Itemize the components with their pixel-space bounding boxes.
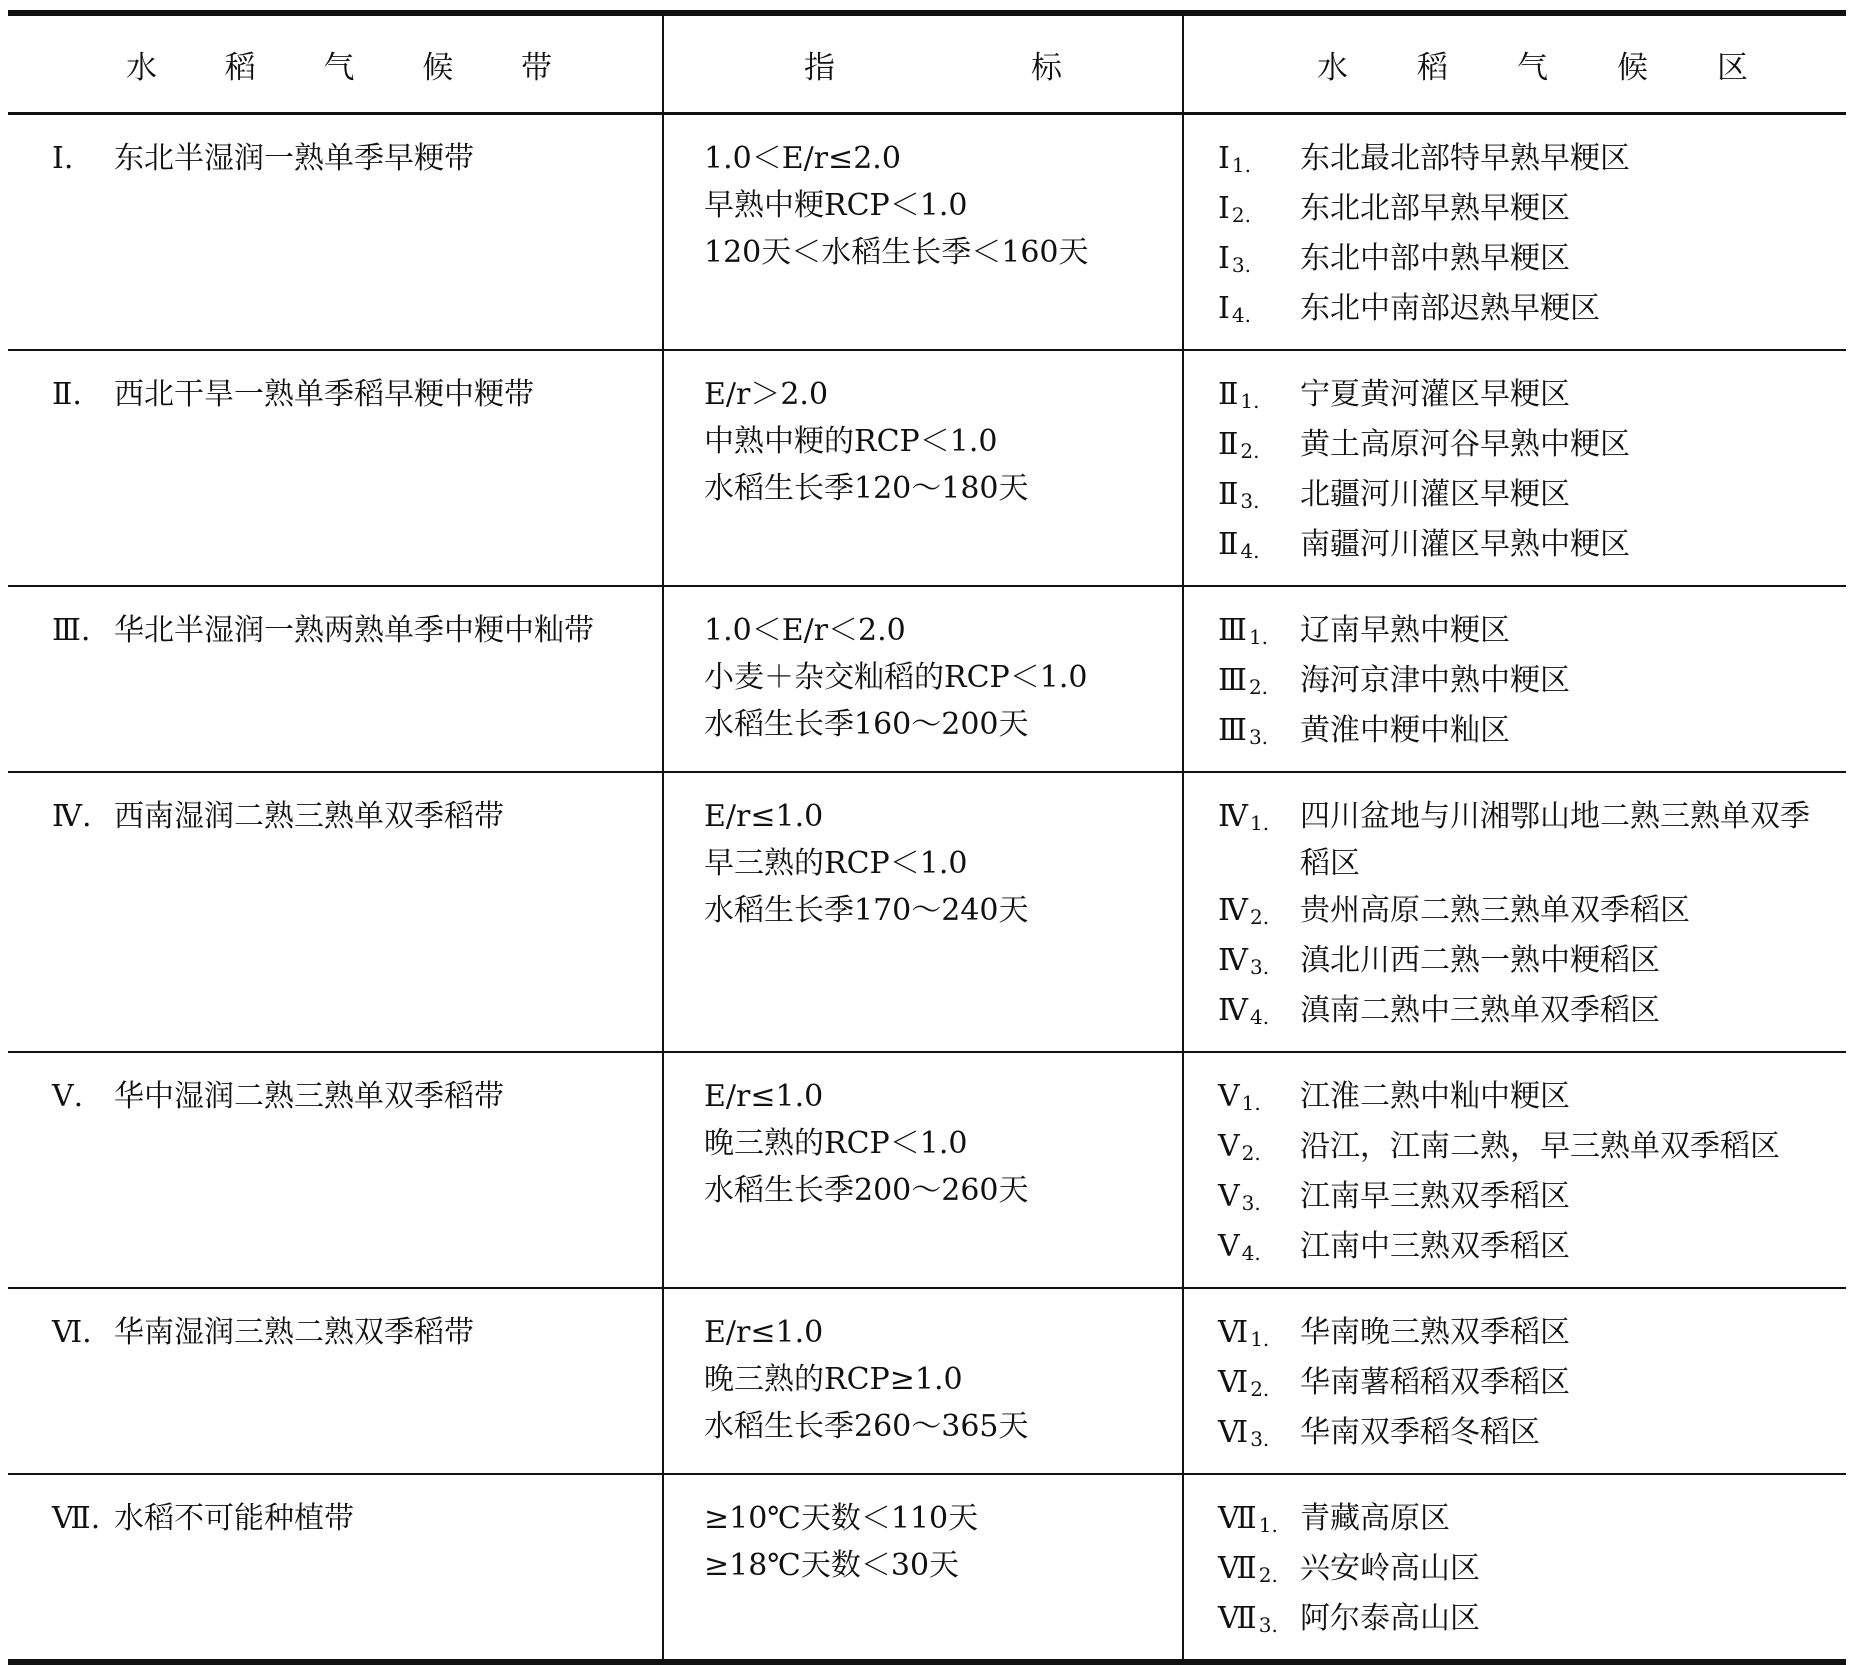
zone-number: Ⅵ. bbox=[52, 1315, 92, 1350]
region-code: Ⅲ $_{3.}$ bbox=[1218, 713, 1269, 749]
region-code: Ⅵ $_{1.}$ bbox=[1218, 1315, 1270, 1351]
header-char: 水 bbox=[126, 49, 157, 86]
region-code: Ⅶ $_{2.}$ bbox=[1218, 1551, 1278, 1587]
region-item bbox=[1218, 185, 1834, 235]
region-cell bbox=[1183, 114, 1846, 351]
header-char: 气 bbox=[323, 49, 355, 86]
zone-number: Ⅲ. bbox=[52, 613, 91, 648]
zone-name: 水稻不可能种植带 bbox=[114, 1501, 354, 1536]
region-code: Ⅰ $_{2.}$ bbox=[1218, 191, 1251, 227]
region-code: Ⅶ $_{1.}$ bbox=[1218, 1501, 1278, 1537]
indicator-line: E/r≤1.0 bbox=[704, 799, 824, 834]
region-cell bbox=[1183, 1288, 1846, 1474]
zone-number: Ⅴ. bbox=[52, 1079, 84, 1114]
indicator-cell bbox=[663, 350, 1183, 586]
zone-name: 西北干旱一熟单季稻早粳中粳带 bbox=[114, 377, 534, 412]
region-item bbox=[1218, 1173, 1834, 1223]
region-item bbox=[1218, 521, 1834, 571]
indicator-cell bbox=[663, 772, 1183, 1052]
region-cell bbox=[1183, 772, 1846, 1052]
region-code: Ⅳ $_{3.}$ bbox=[1218, 943, 1270, 979]
zone-cell bbox=[8, 586, 663, 772]
header-char: 标 bbox=[1031, 49, 1062, 86]
zone-cell bbox=[8, 1052, 663, 1288]
region-code: Ⅱ $_{2.}$ bbox=[1218, 427, 1260, 463]
zone-name: 西南湿润二熟三熟单双季稻带 bbox=[114, 799, 504, 834]
region-code: Ⅴ $_{1.}$ bbox=[1218, 1079, 1261, 1115]
region-code: Ⅳ $_{4.}$ bbox=[1218, 993, 1270, 1029]
region-name: 黄土高原河谷早熟中粳区 bbox=[1300, 427, 1630, 462]
region-item bbox=[1218, 707, 1834, 757]
indicator-line: 水稻生长季160～200天 bbox=[704, 707, 1029, 742]
indicator-cell bbox=[663, 1474, 1183, 1662]
zone-number: Ⅳ. bbox=[52, 799, 92, 834]
region-name: 辽南早熟中粳区 bbox=[1300, 613, 1510, 648]
header-char: 指 bbox=[804, 49, 835, 86]
header-char: 带 bbox=[521, 49, 552, 86]
region-item bbox=[1218, 937, 1834, 987]
zone-number: Ⅰ. bbox=[52, 141, 74, 176]
table-row bbox=[8, 1052, 1846, 1288]
indicator-line: 1.0＜E/r＜2.0 bbox=[704, 613, 906, 648]
table-row bbox=[8, 772, 1846, 1052]
region-code: Ⅴ $_{4.}$ bbox=[1218, 1229, 1261, 1265]
header-char: 候 bbox=[422, 49, 454, 86]
region-code: Ⅴ $_{2.}$ bbox=[1218, 1129, 1261, 1165]
region-name: 东北最北部特早熟早粳区 bbox=[1300, 141, 1630, 176]
region-item bbox=[1218, 887, 1834, 937]
table-row bbox=[8, 350, 1846, 586]
region-name: 华南晚三熟双季稻区 bbox=[1300, 1315, 1570, 1350]
region-item bbox=[1218, 135, 1834, 185]
region-name: 东北中部中熟早粳区 bbox=[1300, 241, 1570, 276]
region-code: Ⅴ $_{3.}$ bbox=[1218, 1179, 1261, 1215]
zone-name: 华北半湿润一熟两熟单季中粳中籼带 bbox=[114, 613, 594, 648]
zone-cell bbox=[8, 772, 663, 1052]
region-item bbox=[1218, 285, 1834, 335]
indicator-line: 水稻生长季200～260天 bbox=[704, 1173, 1029, 1208]
region-name: 兴安岭高山区 bbox=[1300, 1551, 1480, 1586]
table-row bbox=[8, 586, 1846, 772]
indicator-line: 水稻生长季260～365天 bbox=[704, 1409, 1029, 1444]
indicator-line: E/r≤1.0 bbox=[704, 1315, 824, 1350]
region-name: 北疆河川灌区早粳区 bbox=[1300, 477, 1570, 512]
header-climate-zone bbox=[8, 13, 663, 114]
region-item bbox=[1218, 1545, 1834, 1595]
region-name: 滇北川西二熟一熟中粳稻区 bbox=[1300, 943, 1660, 978]
indicator-line: 水稻生长季120～180天 bbox=[704, 471, 1029, 506]
region-item bbox=[1218, 793, 1834, 887]
zone-cell bbox=[8, 1288, 663, 1474]
rice-climate-zone-table-container bbox=[8, 10, 1846, 1665]
table-header-row bbox=[8, 13, 1846, 114]
region-name: 海河京津中熟中粳区 bbox=[1300, 663, 1570, 698]
region-item bbox=[1218, 1495, 1834, 1545]
region-code: Ⅱ $_{3.}$ bbox=[1218, 477, 1260, 513]
region-code: Ⅰ $_{4.}$ bbox=[1218, 291, 1251, 327]
indicator-line: 晚三熟的RCP≥1.0 bbox=[704, 1362, 963, 1397]
indicator-line: 1.0＜E/r≤2.0 bbox=[704, 141, 901, 176]
header-char: 候 bbox=[1617, 49, 1648, 86]
zone-number: Ⅱ. bbox=[52, 377, 82, 412]
region-cell bbox=[1183, 1052, 1846, 1288]
indicator-line: 中熟中粳的RCP＜1.0 bbox=[704, 424, 998, 459]
region-code: Ⅱ $_{1.}$ bbox=[1218, 377, 1260, 413]
indicator-line: 小麦＋杂交籼稻的RCP＜1.0 bbox=[704, 660, 1088, 695]
region-code: Ⅰ $_{3.}$ bbox=[1218, 241, 1251, 277]
region-name: 江南早三熟双季稻区 bbox=[1300, 1179, 1570, 1214]
region-name: 东北中南部迟熟早粳区 bbox=[1300, 291, 1600, 326]
zone-cell bbox=[8, 350, 663, 586]
region-code: Ⅳ $_{2.}$ bbox=[1218, 893, 1270, 929]
region-name: 南疆河川灌区早熟中粳区 bbox=[1300, 527, 1630, 562]
region-name: 江南中三熟双季稻区 bbox=[1300, 1229, 1570, 1264]
region-code: Ⅳ $_{1.}$ bbox=[1218, 799, 1270, 835]
indicator-line: 水稻生长季170～240天 bbox=[704, 893, 1029, 928]
region-item bbox=[1218, 1359, 1834, 1409]
header-char: 气 bbox=[1517, 49, 1548, 86]
region-item bbox=[1218, 235, 1834, 285]
zone-name: 华中湿润二熟三熟单双季稻带 bbox=[114, 1079, 504, 1114]
region-cell bbox=[1183, 586, 1846, 772]
indicator-cell bbox=[663, 114, 1183, 351]
region-code: Ⅵ $_{3.}$ bbox=[1218, 1415, 1270, 1451]
table-row bbox=[8, 1474, 1846, 1662]
region-code: Ⅲ $_{2.}$ bbox=[1218, 663, 1269, 699]
indicator-cell bbox=[663, 1288, 1183, 1474]
region-code: Ⅵ $_{2.}$ bbox=[1218, 1365, 1270, 1401]
region-code: Ⅰ $_{1.}$ bbox=[1218, 141, 1251, 177]
region-code: Ⅱ $_{4.}$ bbox=[1218, 527, 1260, 563]
region-name: 华南薯稻稻双季稻区 bbox=[1300, 1365, 1570, 1400]
region-item bbox=[1218, 421, 1834, 471]
region-cell bbox=[1183, 1474, 1846, 1662]
indicator-line: ≥10℃天数＜110天 bbox=[704, 1501, 979, 1536]
zone-cell bbox=[8, 114, 663, 351]
region-code: Ⅲ $_{1.}$ bbox=[1218, 613, 1269, 649]
region-code: Ⅶ $_{3.}$ bbox=[1218, 1601, 1278, 1637]
indicator-line: E/r≤1.0 bbox=[704, 1079, 824, 1114]
region-item bbox=[1218, 1409, 1834, 1459]
header-climate-region bbox=[1183, 13, 1846, 114]
table-row bbox=[8, 114, 1846, 351]
indicator-line: 早三熟的RCP＜1.0 bbox=[704, 846, 968, 881]
zone-cell bbox=[8, 1474, 663, 1662]
header-char: 区 bbox=[1717, 49, 1748, 86]
zone-name: 华南湿润三熟二熟双季稻带 bbox=[114, 1315, 474, 1350]
header-char: 稻 bbox=[1417, 49, 1448, 86]
region-name: 宁夏黄河灌区早粳区 bbox=[1300, 377, 1570, 412]
zone-name: 东北半湿润一熟单季早粳带 bbox=[114, 141, 474, 176]
indicator-cell bbox=[663, 1052, 1183, 1288]
region-item bbox=[1218, 1123, 1834, 1173]
indicator-line: 早熟中粳RCP＜1.0 bbox=[704, 188, 968, 223]
zone-number: Ⅶ. bbox=[52, 1501, 101, 1536]
region-name: 青藏高原区 bbox=[1300, 1501, 1450, 1536]
region-name: 东北北部早熟早粳区 bbox=[1300, 191, 1570, 226]
header-char: 水 bbox=[1317, 49, 1348, 86]
region-name: 黄淮中粳中籼区 bbox=[1300, 713, 1510, 748]
indicator-line: ≥18℃天数＜30天 bbox=[704, 1548, 960, 1583]
indicator-line: 120天＜水稻生长季＜160天 bbox=[704, 235, 1089, 270]
region-item bbox=[1218, 1073, 1834, 1123]
region-name: 滇南二熟中三熟单双季稻区 bbox=[1300, 993, 1660, 1028]
region-name: 江淮二熟中籼中粳区 bbox=[1300, 1079, 1570, 1114]
region-item bbox=[1218, 1309, 1834, 1359]
region-name: 沿江，江南二熟，早三熟单双季稻区 bbox=[1300, 1129, 1780, 1164]
region-name: 贵州高原二熟三熟单双季稻区 bbox=[1300, 893, 1690, 928]
region-item bbox=[1218, 371, 1834, 421]
header-char: 稻 bbox=[224, 49, 256, 86]
region-name: 华南双季稻冬稻区 bbox=[1300, 1415, 1540, 1450]
region-item bbox=[1218, 657, 1834, 707]
region-item bbox=[1218, 471, 1834, 521]
region-name: 四川盆地与川湘鄂山地二熟三熟单双季稻区 bbox=[1300, 799, 1810, 881]
region-item bbox=[1218, 607, 1834, 657]
region-item bbox=[1218, 1595, 1834, 1645]
indicator-line: E/r＞2.0 bbox=[704, 377, 829, 412]
header-indicator bbox=[663, 13, 1183, 114]
rice-climate-zone-table bbox=[8, 10, 1846, 1665]
region-item bbox=[1218, 1223, 1834, 1273]
region-item bbox=[1218, 987, 1834, 1037]
table-row bbox=[8, 1288, 1846, 1474]
region-cell bbox=[1183, 350, 1846, 586]
indicator-line: 晚三熟的RCP＜1.0 bbox=[704, 1126, 968, 1161]
region-name: 阿尔泰高山区 bbox=[1300, 1601, 1480, 1636]
indicator-cell bbox=[663, 586, 1183, 772]
